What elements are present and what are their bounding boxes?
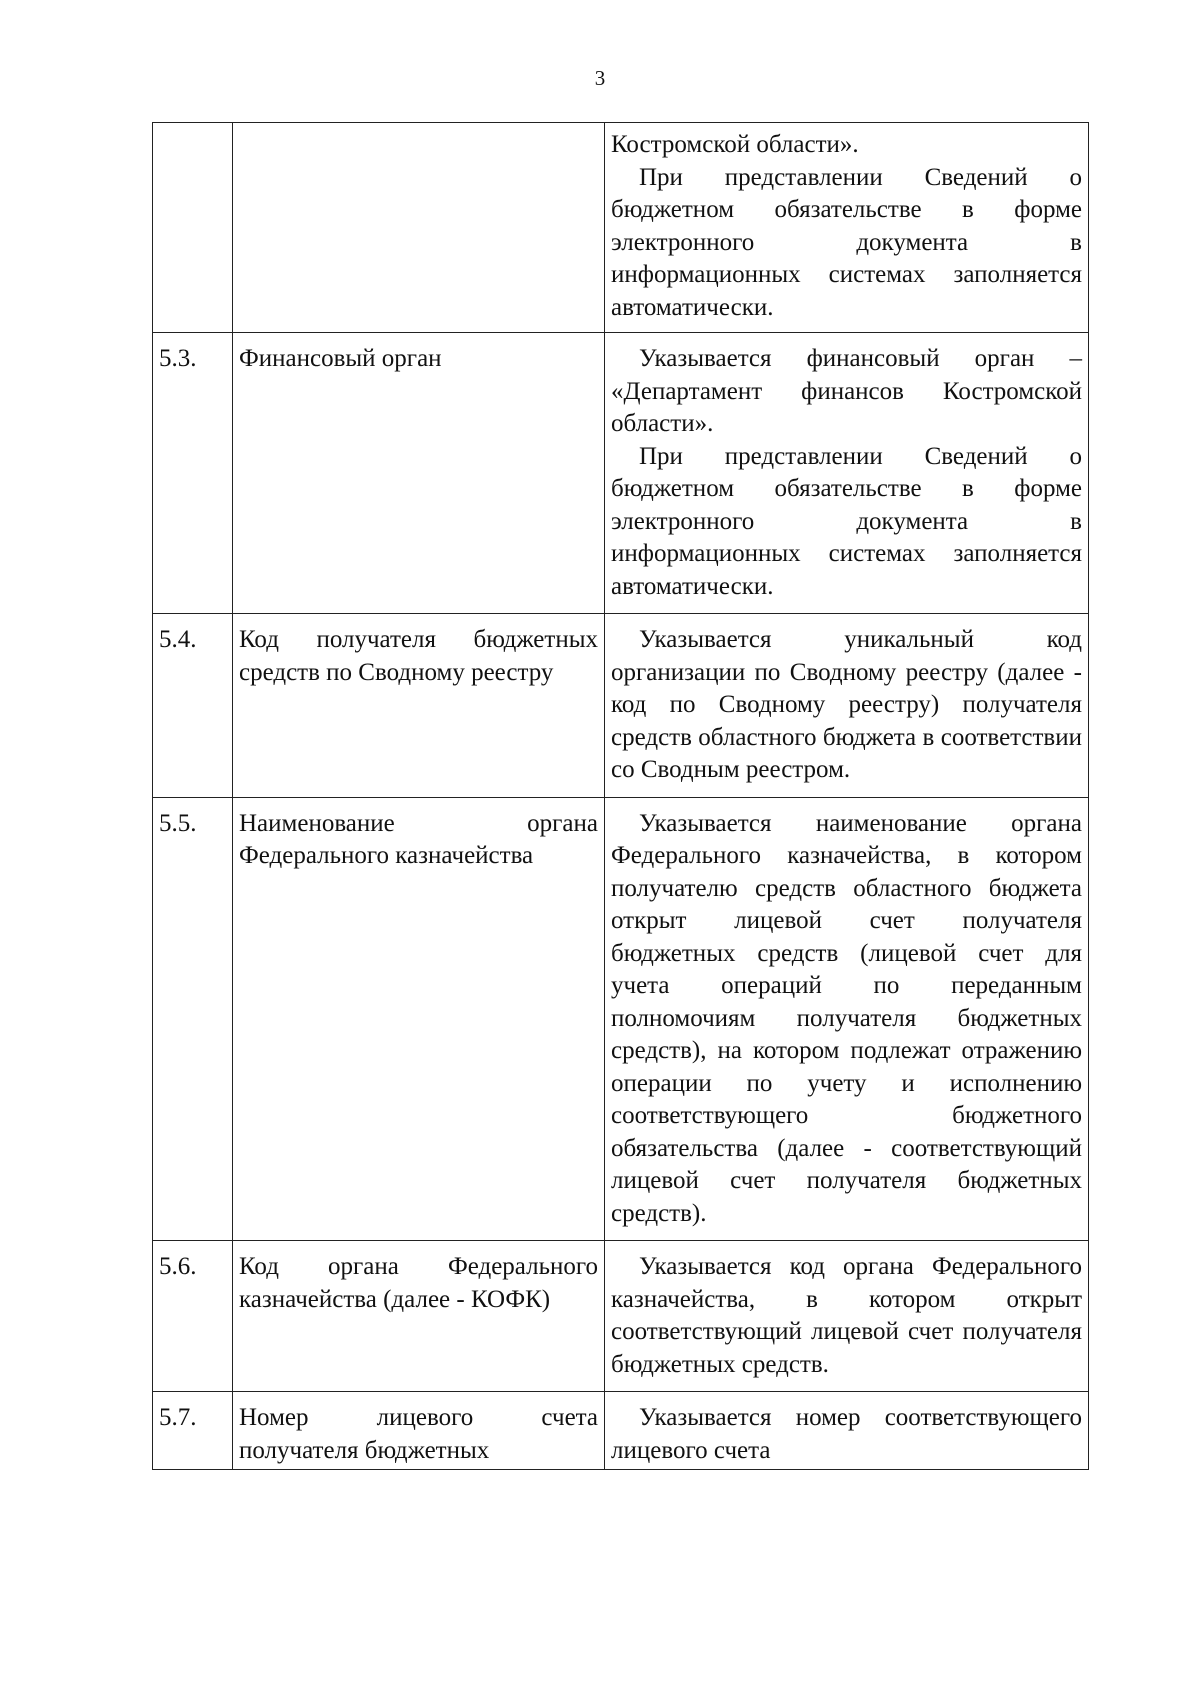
description-paragraph: При представлении Сведений о бюджетном обязательстве в форме электронного документа в информационных системах заполняется автоматически. <box>611 163 1082 321</box>
row-number: 5.7. <box>153 1392 233 1470</box>
row-number: 5.3. <box>153 333 233 614</box>
row-number: 5.4. <box>153 614 233 798</box>
field-name: Код получателя бюджетных средств по Сводному реестру <box>233 614 605 798</box>
field-description <box>605 1392 1089 1470</box>
table-row <box>153 333 1089 614</box>
row-number: 5.5. <box>153 797 233 1241</box>
page-number: 3 <box>594 66 606 90</box>
table-row <box>153 797 1089 1241</box>
row-number <box>153 123 233 333</box>
description-paragraph: Костромской области». <box>611 131 859 158</box>
field-name: Код органа Федерального казначейства (далее - КОФК) <box>233 1241 605 1392</box>
document-table <box>152 122 1089 1470</box>
description-paragraph: Указывается код органа Федерального казначейства, в котором открыт соответствующий лицевой счет получателя бюджетных средств. <box>611 1253 1082 1378</box>
description-paragraph: Указывается номер соответствующего лицевого счета <box>611 1404 1082 1464</box>
field-name <box>233 123 605 333</box>
table-row <box>153 1241 1089 1392</box>
field-description <box>605 333 1089 614</box>
field-description <box>605 614 1089 798</box>
description-paragraph: Указывается финансовый орган – «Департамент финансов Костромской области». <box>611 345 1082 437</box>
table-row <box>153 1392 1089 1470</box>
description-paragraph: При представлении Сведений о бюджетном обязательстве в форме электронного документа в информационных системах заполняется автоматически. <box>611 442 1082 600</box>
field-description <box>605 1241 1089 1392</box>
description-paragraph: Указывается наименование органа Федерального казначейства, в котором получателю средств областного бюджета открыт лицевой счет получателя бюджетных средств (лицевой счет для учета операций по переданным полномочиям получателя бюджетных средств), на котором подлежат отражению операции по учету и исполнению соответствующего бюджетного обязательства (далее - соответствующий лицевой счет получателя бюджетных средств). <box>611 809 1082 1227</box>
field-name: Номер лицевого счета получателя бюджетных <box>233 1392 605 1470</box>
table-row <box>153 123 1089 333</box>
field-description <box>605 797 1089 1241</box>
field-name: Наименование органа Федерального казначейства <box>233 797 605 1241</box>
field-description <box>605 123 1089 333</box>
field-name: Финансовый орган <box>233 333 605 614</box>
description-paragraph: Указывается уникальный код организации по Сводному реестру (далее - код по Сводному реестру) получателя средств областного бюджета в соответствии со Сводным реестром. <box>611 626 1082 783</box>
table-row <box>153 614 1089 798</box>
row-number: 5.6. <box>153 1241 233 1392</box>
